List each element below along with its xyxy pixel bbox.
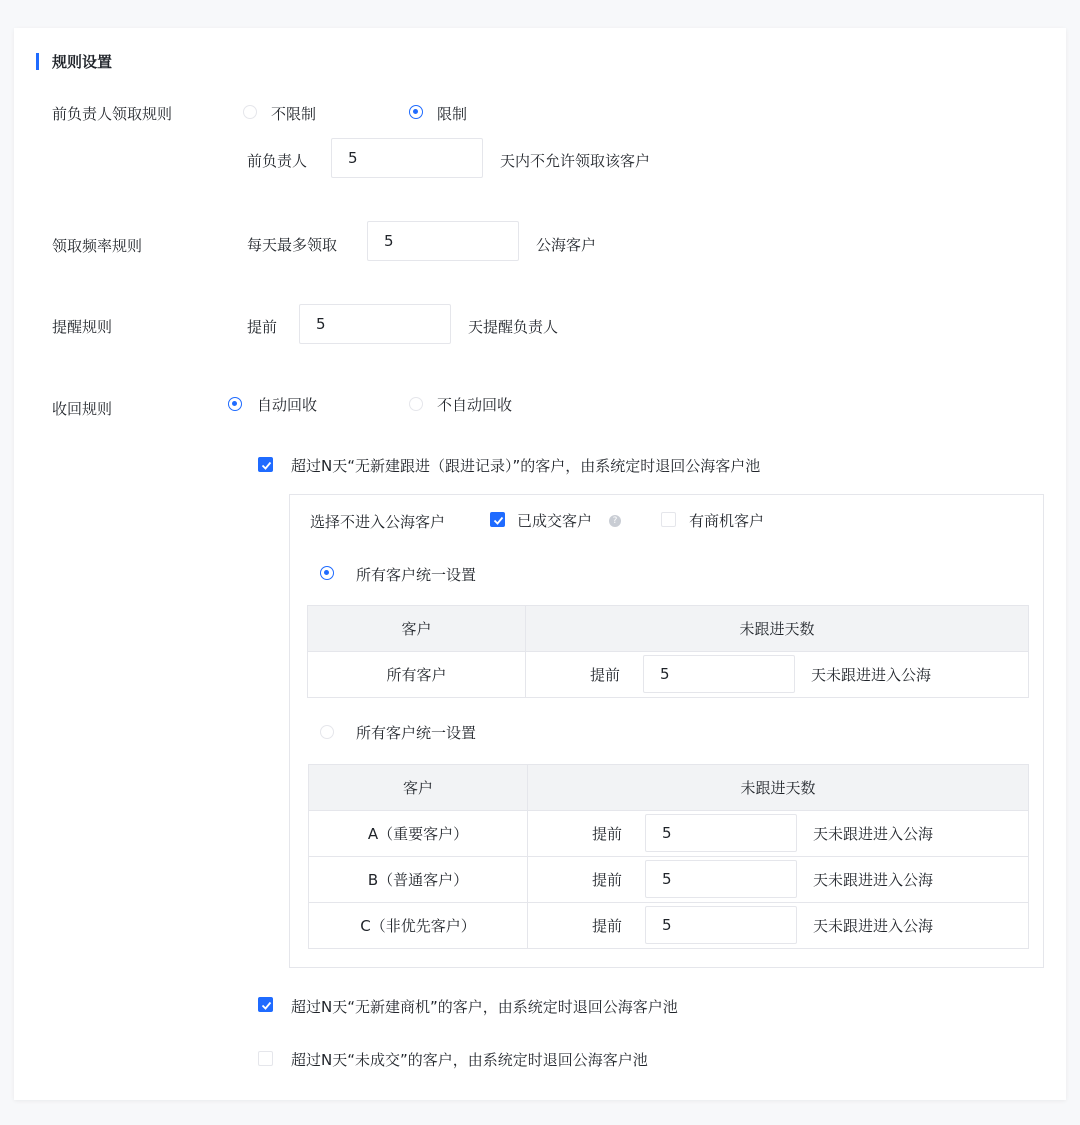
days-cell — [528, 903, 1029, 949]
prev-owner-days-input[interactable] — [331, 138, 483, 178]
prev-owner-prefix: 前负责人 — [247, 152, 308, 170]
reminder-days-input[interactable] — [299, 304, 451, 344]
days-input[interactable] — [645, 906, 797, 944]
frequency-prefix: 每天最多领取 — [247, 236, 338, 254]
radio-unified-setting-label: 所有客户统一设置 — [356, 566, 477, 584]
days-input[interactable] — [643, 655, 795, 693]
reminder-prefix: 提前 — [247, 318, 278, 336]
column-header-customer: 客户 — [308, 606, 526, 652]
unified-table — [307, 605, 1029, 698]
days-prefix: 提前 — [592, 871, 623, 889]
table-row — [309, 811, 1029, 857]
days-cell — [528, 857, 1029, 903]
section-title: 规则设置 — [52, 53, 113, 71]
radio-limited-label: 限制 — [437, 105, 468, 123]
exclude-closed-label: 已成交客户 — [517, 512, 593, 530]
reminder-rule-label: 提醒规则 — [52, 318, 113, 336]
radio-auto-recycle[interactable] — [228, 397, 242, 411]
radio-level-setting[interactable] — [320, 725, 334, 739]
radio-limited[interactable] — [409, 105, 423, 119]
check-icon — [493, 515, 504, 526]
condition-no-followup-checkbox[interactable] — [258, 457, 273, 472]
days-cell — [526, 652, 1029, 698]
days-cell — [528, 811, 1029, 857]
days-prefix: 提前 — [592, 825, 623, 843]
exclude-closed-checkbox[interactable] — [490, 512, 505, 527]
condition-no-followup-label: 超过N天“无新建跟进（跟进记录）”的客户，由系统定时退回公海客户池 — [291, 457, 761, 475]
customer-cell: C（非优先客户） — [309, 903, 528, 949]
check-icon — [261, 1000, 272, 1011]
condition-not-closed-label: 超过N天“未成交”的客户，由系统定时退回公海客户池 — [291, 1051, 648, 1069]
customer-cell: A（重要客户） — [309, 811, 528, 857]
radio-unified-setting[interactable] — [320, 566, 334, 580]
table-header-row — [309, 765, 1029, 811]
condition-no-opportunity-checkbox[interactable] — [258, 997, 273, 1012]
radio-no-auto-recycle-label: 不自动回收 — [437, 396, 513, 414]
radio-unlimited-label: 不限制 — [271, 105, 317, 123]
check-icon — [261, 460, 272, 471]
days-suffix: 天未跟进进入公海 — [813, 917, 934, 935]
radio-no-auto-recycle[interactable] — [409, 397, 423, 411]
radio-unlimited[interactable] — [243, 105, 257, 119]
frequency-rule-label: 领取频率规则 — [52, 237, 143, 255]
help-icon[interactable]: ? — [609, 515, 621, 527]
days-prefix: 提前 — [590, 666, 621, 684]
days-input[interactable] — [645, 860, 797, 898]
table-row — [309, 857, 1029, 903]
condition-not-closed-checkbox[interactable] — [258, 1051, 273, 1066]
prev-owner-rule-label: 前负责人领取规则 — [52, 105, 173, 123]
exclude-opportunity-label: 有商机客户 — [689, 512, 765, 530]
frequency-suffix: 公海客户 — [536, 236, 597, 254]
recycle-rule-label: 收回规则 — [52, 400, 113, 418]
column-header-customer: 客户 — [309, 765, 528, 811]
column-header-days: 未跟进天数 — [528, 765, 1029, 811]
reminder-suffix: 天提醒负责人 — [468, 318, 559, 336]
prev-owner-suffix: 天内不允许领取该客户 — [500, 152, 651, 170]
exclude-opportunity-checkbox[interactable] — [661, 512, 676, 527]
days-input[interactable] — [645, 814, 797, 852]
days-prefix: 提前 — [592, 917, 623, 935]
days-suffix: 天未跟进进入公海 — [813, 871, 934, 889]
customer-cell: B（普通客户） — [309, 857, 528, 903]
radio-auto-recycle-label: 自动回收 — [257, 396, 318, 414]
condition-no-opportunity-label: 超过N天“无新建商机”的客户，由系统定时退回公海客户池 — [291, 998, 678, 1016]
section-accent-bar — [36, 53, 39, 70]
level-table — [308, 764, 1029, 949]
days-suffix: 天未跟进进入公海 — [811, 666, 932, 684]
frequency-count-input[interactable] — [367, 221, 519, 261]
exclude-label: 选择不进入公海客户 — [310, 513, 446, 531]
customer-cell: 所有客户 — [308, 652, 526, 698]
table-row — [308, 652, 1029, 698]
table-row — [309, 903, 1029, 949]
radio-level-setting-label: 所有客户统一设置 — [356, 724, 477, 742]
days-suffix: 天未跟进进入公海 — [813, 825, 934, 843]
column-header-days: 未跟进天数 — [526, 606, 1029, 652]
table-header-row — [308, 606, 1029, 652]
